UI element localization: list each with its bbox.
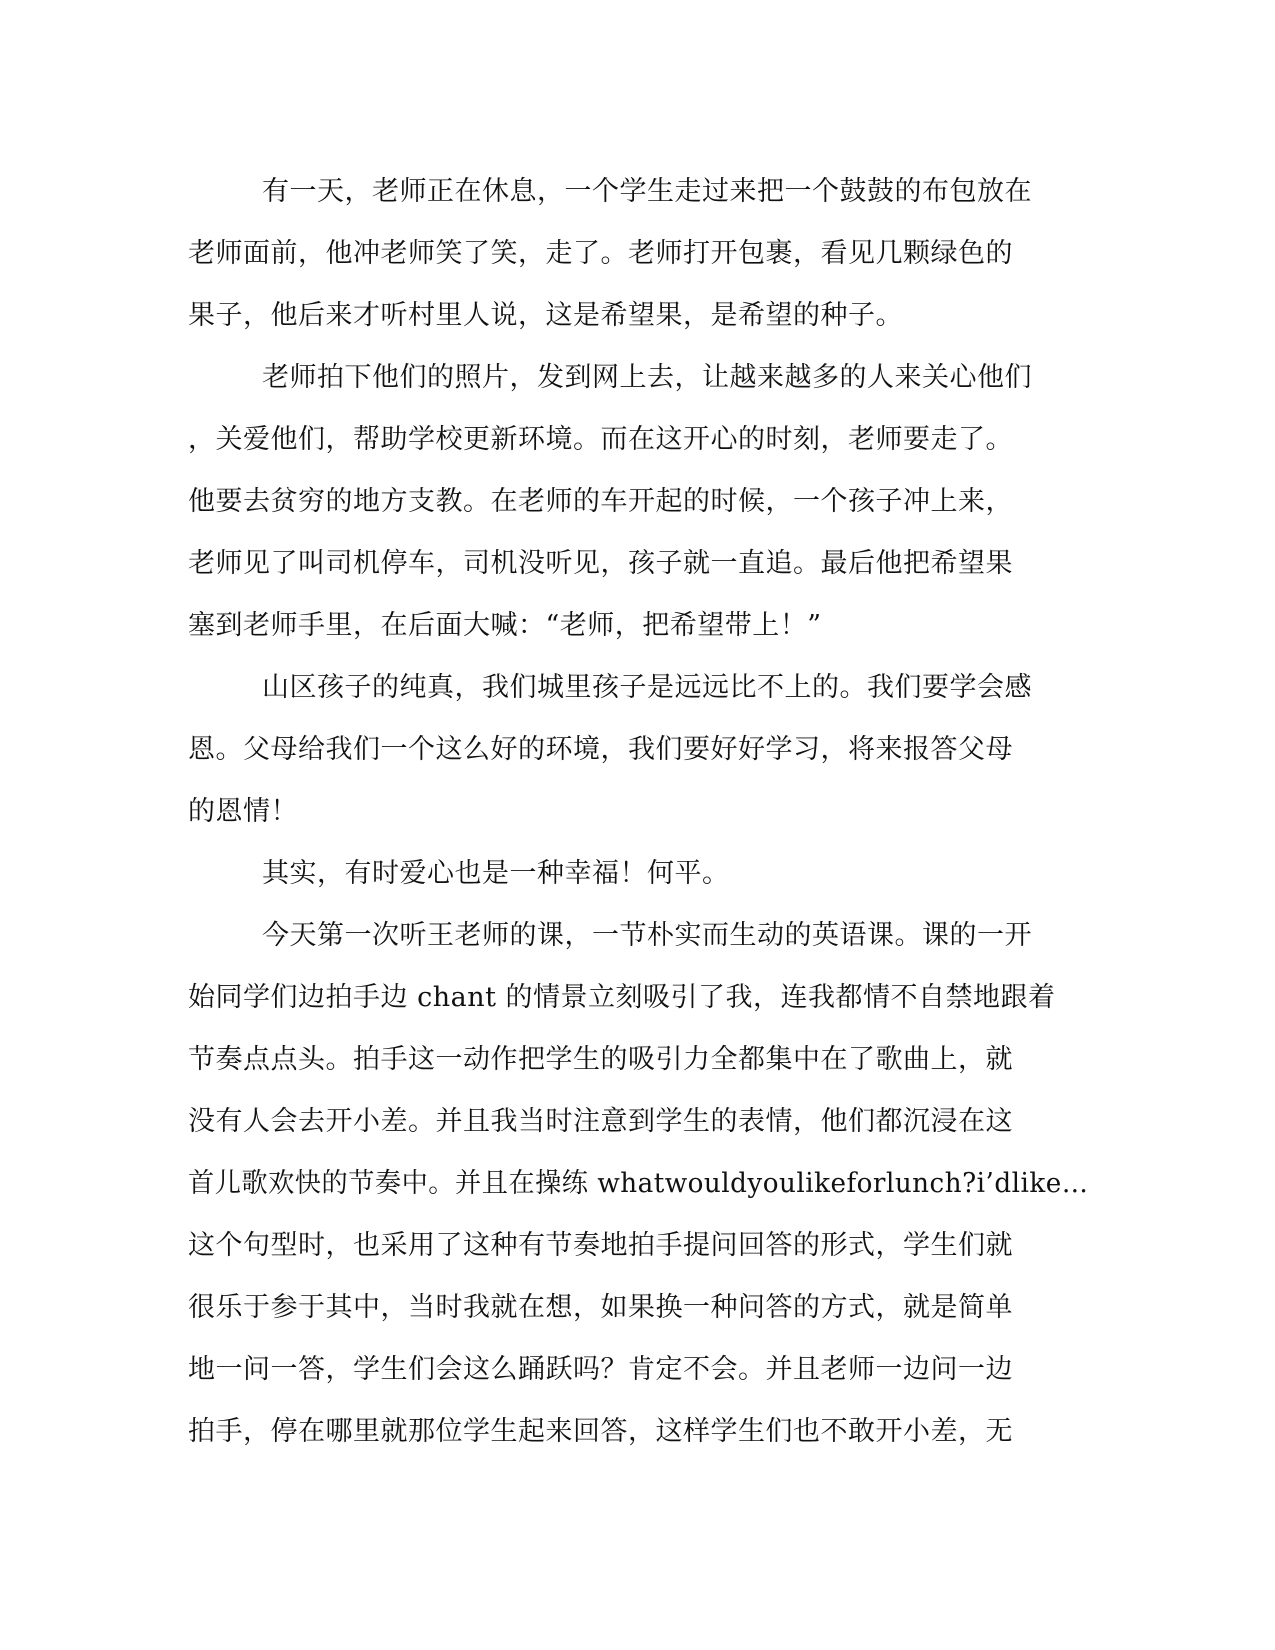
text-line: 的恩情！ <box>188 796 298 827</box>
text-line: 塞到老师手里，在后面大喊：“老师，把希望带上！” <box>188 610 822 641</box>
text-line: 老师见了叫司机停车，司机没听见，孩子就一直追。最后他把希望果 <box>188 548 1013 579</box>
text-line: 果子，他后来才听村里人说，这是希望果，是希望的种子。 <box>188 300 903 331</box>
text-line: 地一问一答，学生们会这么踊跃吗？肯定不会。并且老师一边问一边 <box>188 1354 1013 1385</box>
text-line: 他要去贫穷的地方支教。在老师的车开起的时候，一个孩子冲上来， <box>188 486 1013 517</box>
text-line: 拍手，停在哪里就那位学生起来回答，这样学生们也不敢开小差，无 <box>188 1416 1013 1447</box>
text-line: 恩。父母给我们一个这么好的环境，我们要好好学习，将来报答父母 <box>188 734 1013 765</box>
text-line: 很乐于参于其中，当时我就在想，如果换一种问答的方式，就是简单 <box>188 1292 1013 1323</box>
text-line: 老师拍下他们的照片，发到网上去，让越来越多的人来关心他们 <box>262 362 1032 393</box>
text-line: 有一天，老师正在休息，一个学生走过来把一个鼓鼓的布包放在 <box>262 176 1032 207</box>
text-line: ，关爱他们，帮助学校更新环境。而在这开心的时刻，老师要走了。 <box>188 424 1013 455</box>
text-line: 今天第一次听王老师的课，一节朴实而生动的英语课。课的一开 <box>262 920 1032 951</box>
text-line: 其实，有时爱心也是一种幸福！何平。 <box>262 858 730 889</box>
text-line: 始同学们边拍手边 chant 的情景立刻吸引了我，连我都情不自禁地跟着 <box>188 982 1056 1013</box>
text-line: 山区孩子的纯真，我们城里孩子是远远比不上的。我们要学会感 <box>262 672 1032 703</box>
text-line: 节奏点点头。拍手这一动作把学生的吸引力全都集中在了歌曲上，就 <box>188 1044 1013 1075</box>
text-line: 老师面前，他冲老师笑了笑，走了。老师打开包裹，看见几颗绿色的 <box>188 238 1013 269</box>
text-line: 这个句型时，也采用了这种有节奏地拍手提问回答的形式，学生们就 <box>188 1230 1013 1261</box>
document-body <box>188 161 1088 1463</box>
text-line: 首儿歌欢快的节奏中。并且在操练 whatwouldyoulikeforlunch?i’dlike… <box>188 1168 1089 1199</box>
text-line: 没有人会去开小差。并且我当时注意到学生的表情，他们都沉浸在这 <box>188 1106 1013 1137</box>
